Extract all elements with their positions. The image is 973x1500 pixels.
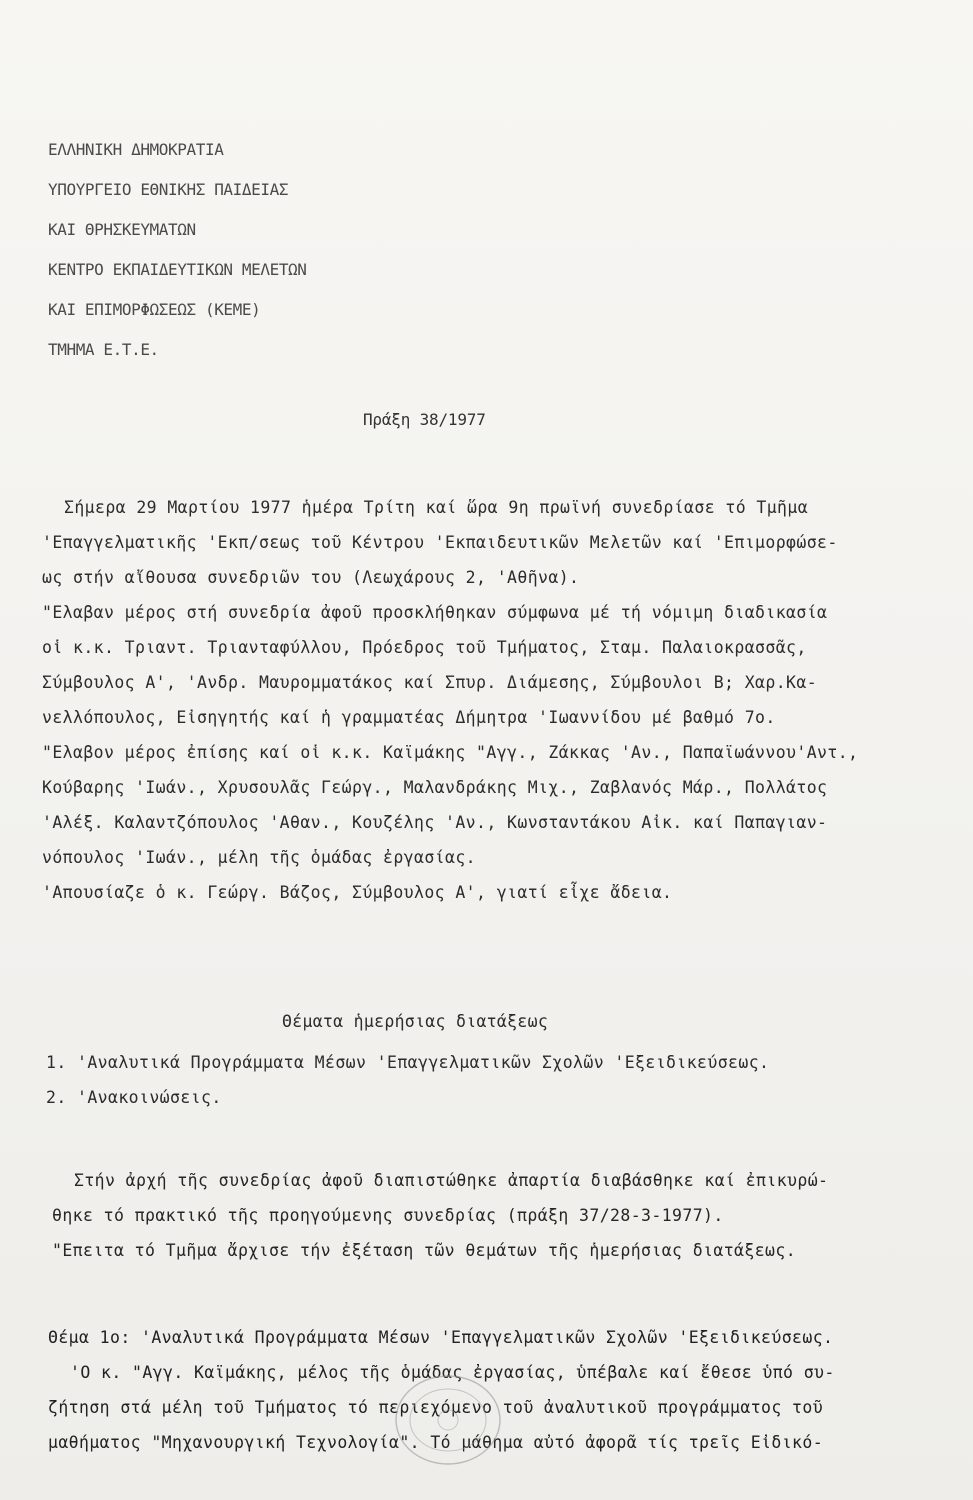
text-line: μαθήματος "Μηχανουργική Τεχνολογία". Τό μάθημα αὐτό ἀφορᾶ τίς τρεῖς Εἰδικό- [48, 1433, 824, 1452]
letterhead-line: ΕΛΛΗΝΙΚΗ ΔΗΜΟΚΡΑΤΙΑ [48, 140, 224, 159]
text-line: 'Αλέξ. Καλαντζόπουλος 'Αθαν., Κουζέλης 'Αν., Κωνσταντάκου Αἰκ. καί Παπαγιαν- [42, 813, 828, 832]
text-line: "Ελαβον μέρος ἐπίσης καί οἱ κ.κ. Καϊμάκης "Αγγ., Ζάκκας 'Αν., Παπαϊωάννου'Αντ., [42, 743, 859, 762]
letterhead-line: ΚΑΙ ΘΡΗΣΚΕΥΜΑΤΩΝ [48, 220, 196, 239]
approval-paragraph [52, 1163, 932, 1268]
text-line: "Ελαβαν μέρος στή συνεδρία ἀφοῦ προσκλήθηκαν σύμφωνα μέ τή νόμιμη διαδικασία [42, 603, 828, 622]
agenda-item: 1. 'Αναλυτικά Προγράμματα Μέσων 'Επαγγελματικῶν Σχολῶν 'Εξειδικεύσεως. [46, 1053, 770, 1072]
letterhead-line: ΚΕΝΤΡΟ ΕΚΠΑΙΔΕΥΤΙΚΩΝ ΜΕΛΕΤΩΝ [48, 260, 307, 279]
agenda-item: 2. 'Ανακοινώσεις. [46, 1088, 222, 1107]
letterhead-line: ΥΠΟΥΡΓΕΙΟ ΕΘΝΙΚΗΣ ΠΑΙΔΕΙΑΣ [48, 180, 289, 199]
text-line: Κούβαρης 'Ιωάν., Χρυσουλᾶς Γεώργ., Μαλανδράκης Μιχ., Ζαβλανός Μάρ., Πολλάτος [42, 778, 828, 797]
letterhead [48, 140, 307, 380]
agenda-list [46, 1045, 926, 1115]
text-line: ως στήν αἴθουσα συνεδριῶν του (Λεωχάρους 2, 'Αθῆνα). [42, 568, 580, 587]
text-line: Σήμερα 29 Μαρτίου 1977 ἡμέρα Τρίτη καί ὥρα 9η πρωϊνή συνεδρίασε τό Τμῆμα [64, 498, 809, 517]
text-line: Σύμβουλος Α', 'Ανδρ. Μαυρομματάκος καί Σπυρ. Διάμεσης, Σύμβουλοι Β; Χαρ.Κα- [42, 673, 818, 692]
letterhead-line: ΚΑΙ ΕΠΙΜΟΡΦΩΣΕΩΣ (ΚΕΜΕ) [48, 300, 261, 319]
text-line: οἱ κ.κ. Τριαντ. Τριανταφύλλου, Πρόεδρος τοῦ Τμήματος, Σταμ. Παλαιοκρασσᾶς, [42, 638, 807, 657]
text-line: νελλόπουλος, Εἰσηγητής καί ἡ γραμματέας Δήμητρα 'Ιωαννίδου μέ βαθμό 7ο. [42, 708, 776, 727]
theme-heading: Θέμα 1ο: 'Αναλυτικά Προγράμματα Μέσων 'Επαγγελματικῶν Σχολῶν 'Εξειδικεύσεως. [48, 1328, 834, 1347]
official-stamp [388, 1370, 508, 1470]
text-line: 'Επαγγελματικῆς 'Εκπ/σεως τοῦ Κέντρου 'Εκπαιδευτικῶν Μελετῶν καί 'Επιμορφώσε- [42, 533, 838, 552]
text-line: νόπουλος 'Ιωάν., μέλη τῆς ὁμάδας ἐργασίας. [42, 848, 477, 867]
letterhead-line: ΤΜΗΜΑ Ε.Τ.Ε. [48, 340, 159, 359]
text-line: 'Απουσίαζε ὁ κ. Γεώργ. Βάζος, Σύμβουλος Α', γιατί εἶχε ἄδεια. [42, 883, 673, 902]
opening-paragraph [42, 490, 922, 910]
text-line: ζήτηση στά μέλη τοῦ Τμήματος τό περιεχόμενο τοῦ ἀναλυτικοῦ προγράμματος τοῦ [48, 1398, 824, 1417]
text-line: "Επειτα τό Τμῆμα ἄρχισε τήν ἐξέταση τῶν θεμάτων τῆς ἡμερήσιας διατάξεως. [52, 1241, 797, 1260]
agenda-title: Θέματα ἡμερήσιας διατάξεως [282, 1012, 549, 1031]
act-number: Πράξη 38/1977 [363, 410, 486, 429]
text-line: θηκε τό πρακτικό τῆς προηγούμενης συνεδρίας (πράξη 37/28-3-1977). [52, 1206, 724, 1225]
text-line: Στήν ἀρχή τῆς συνεδρίας ἀφοῦ διαπιστώθηκε ἀπαρτία διαβάσθηκε καί ἐπικυρώ- [74, 1171, 829, 1190]
text-line: 'Ο κ. "Αγγ. Καϊμάκης, μέλος τῆς ὁμάδας ἐργασίας, ὑπέβαλε καί ἔθεσε ὑπό συ- [70, 1363, 835, 1382]
